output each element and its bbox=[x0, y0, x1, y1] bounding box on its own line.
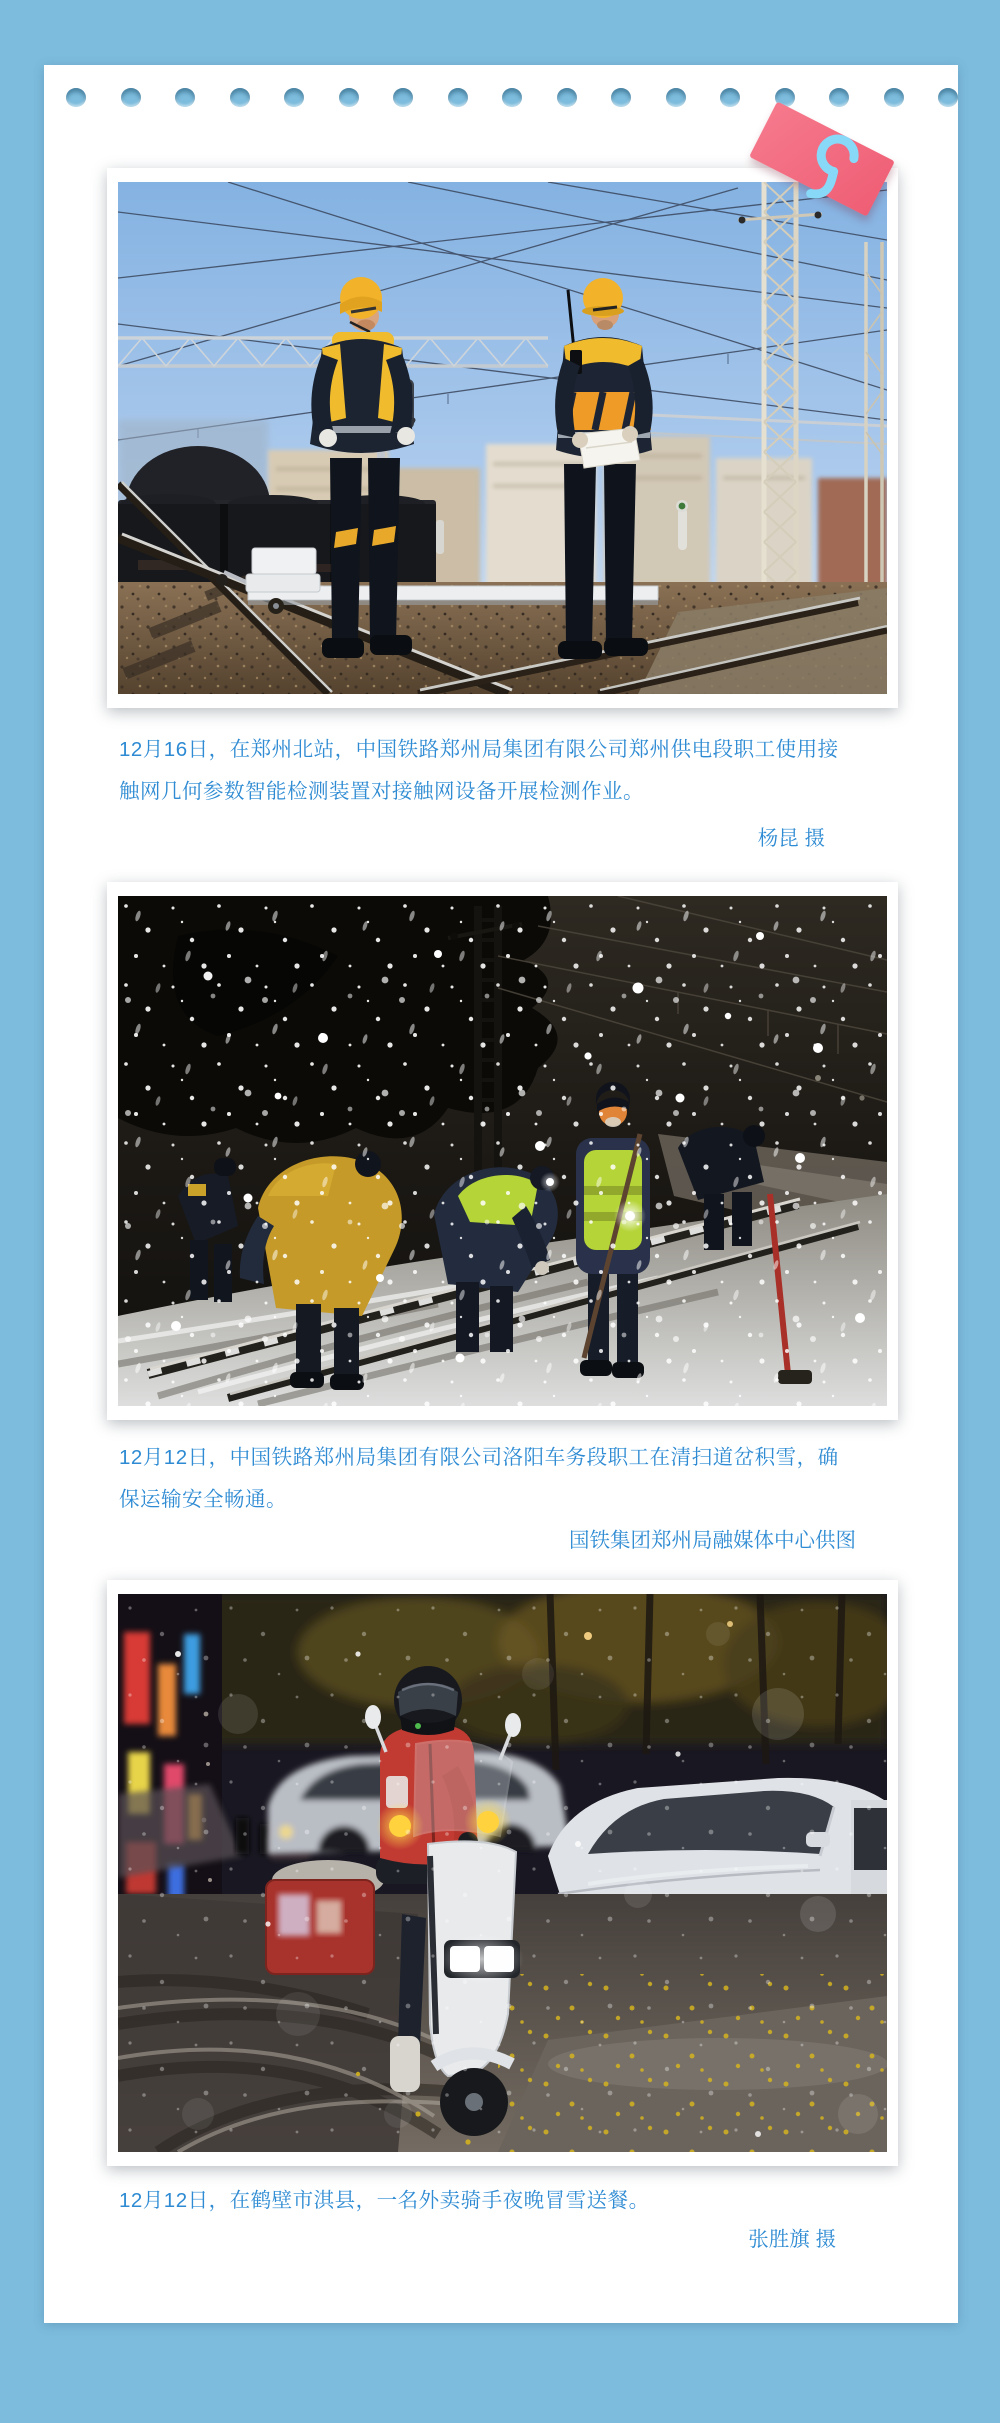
caption-line: 12月16日，在郑州北站，中国铁路郑州局集团有限公司郑州供电段职工使用接 bbox=[119, 738, 839, 761]
perforation-hole bbox=[230, 88, 250, 107]
photo-card-1 bbox=[107, 168, 898, 708]
photo-card-2 bbox=[107, 882, 898, 1420]
perforation-hole bbox=[175, 88, 195, 107]
photo-credit: 杨昆 摄 bbox=[757, 827, 825, 850]
photo-card-3 bbox=[107, 1580, 898, 2166]
caption-line: 12月12日，中国铁路郑州局集团有限公司洛阳车务段职工在清扫道岔积雪，确 bbox=[119, 1446, 839, 1469]
perforation-hole bbox=[284, 88, 304, 107]
caption-line: 触网几何参数智能检测装置对接触网设备开展检测作业。 bbox=[119, 780, 644, 803]
photo-railway-inspection bbox=[118, 182, 887, 694]
perforation-hole bbox=[121, 88, 141, 107]
perforation-hole bbox=[666, 88, 686, 107]
photo-caption bbox=[119, 729, 885, 813]
photo-delivery-rider-art bbox=[118, 1594, 887, 2152]
perforation-hole bbox=[884, 88, 904, 107]
perforation-hole bbox=[938, 88, 958, 107]
perforation-row bbox=[66, 88, 958, 107]
photo-credit: 张胜旗 摄 bbox=[748, 2228, 836, 2251]
perforation-hole bbox=[720, 88, 740, 107]
perforation-hole bbox=[448, 88, 468, 107]
photo-caption bbox=[119, 2180, 885, 2222]
photo-night-snow-clearing bbox=[118, 896, 887, 1406]
caption-line: 12月12日，在鹤壁市淇县，一名外卖骑手夜晚冒雪送餐。 bbox=[119, 2189, 650, 2212]
photo-delivery-rider bbox=[118, 1594, 887, 2152]
perforation-hole bbox=[502, 88, 522, 107]
photo-night-snow-clearing-art bbox=[118, 896, 887, 1406]
photo-credit: 国铁集团郑州局融媒体中心供图 bbox=[569, 1529, 856, 1552]
perforation-hole bbox=[829, 88, 849, 107]
perforation-hole bbox=[611, 88, 631, 107]
content-card bbox=[44, 65, 958, 2323]
photo-caption bbox=[119, 1437, 885, 1521]
perforation-hole bbox=[339, 88, 359, 107]
caption-line: 保运输安全畅通。 bbox=[119, 1488, 287, 1511]
photo-railway-inspection-art bbox=[118, 182, 887, 694]
perforation-hole bbox=[557, 88, 577, 107]
perforation-hole bbox=[393, 88, 413, 107]
perforation-hole bbox=[66, 88, 86, 107]
